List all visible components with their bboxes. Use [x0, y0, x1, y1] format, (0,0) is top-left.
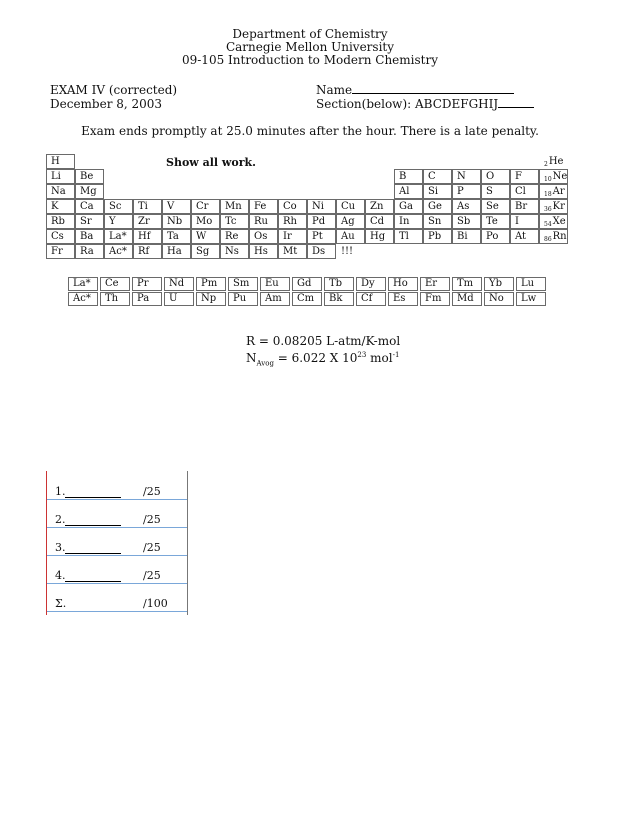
element-symbol: Mo [196, 216, 213, 227]
element-cell [278, 244, 307, 259]
avogadro-symbol: N [246, 351, 257, 365]
question-number: 2. [55, 513, 66, 526]
atomic-number: 54 [544, 221, 552, 228]
element-symbol: Ds [312, 246, 326, 257]
element-symbol: Rn [552, 231, 567, 242]
element-cell [133, 229, 162, 244]
max-score: /25 [143, 541, 161, 554]
element-symbol: V [167, 201, 175, 212]
element-cell [336, 244, 365, 259]
element-cell [75, 184, 104, 199]
atomic-number: 10 [544, 176, 552, 183]
element-symbol: La* [109, 231, 127, 242]
element-cell [336, 229, 365, 244]
element-symbol: Mg [80, 186, 97, 197]
lanthanide-cell: Pm [196, 277, 226, 291]
element-symbol: Hs [254, 246, 268, 257]
element-cell [452, 169, 481, 184]
element-cell [539, 154, 568, 169]
actinide-cell: Es [388, 292, 418, 306]
max-score: /25 [143, 485, 161, 498]
element-cell [278, 199, 307, 214]
element-cell [104, 244, 133, 259]
element-cell [249, 229, 278, 244]
element-symbol: Sn [428, 216, 442, 227]
element-cell [249, 244, 278, 259]
element-symbol: Bi [457, 231, 468, 242]
element-symbol: Cr [196, 201, 209, 212]
element-symbol: Xe [552, 216, 566, 227]
question-number: 3. [55, 541, 66, 554]
element-cell [481, 199, 510, 214]
element-cell [162, 199, 191, 214]
lanthanide-cell: Nd [164, 277, 194, 291]
element-symbol: Ca [80, 201, 94, 212]
lanthanide-cell: Eu [260, 277, 290, 291]
name-label: Name [316, 83, 353, 97]
element-symbol: Nb [167, 216, 183, 227]
actinide-cell: Np [196, 292, 226, 306]
element-cell [220, 214, 249, 229]
element-symbol: Y [109, 216, 116, 227]
element-symbol: F [515, 171, 522, 182]
actinide-cell: Lw [516, 292, 546, 306]
element-symbol: Sb [457, 216, 471, 227]
element-symbol: I [515, 216, 519, 227]
time-instruction: Exam ends promptly at 25.0 minutes after the hour. There is a late penalty. [81, 124, 539, 138]
element-cell [46, 199, 75, 214]
element-cell [539, 199, 568, 214]
course-heading: 09-105 Introduction to Modern Chemistry [181, 53, 438, 67]
actinide-cell: Bk [324, 292, 354, 306]
element-cell [133, 244, 162, 259]
element-cell [510, 199, 539, 214]
score-row [47, 527, 187, 556]
element-cell [481, 169, 510, 184]
element-symbol: H [51, 156, 60, 167]
element-cell [104, 229, 133, 244]
element-cell [162, 214, 191, 229]
element-symbol: Os [254, 231, 268, 242]
avogadro-unit: mol [366, 351, 393, 365]
element-cell [249, 199, 278, 214]
element-cell [394, 169, 423, 184]
lanthanide-cell: Tb [324, 277, 354, 291]
element-symbol: Pd [312, 216, 326, 227]
element-cell [510, 184, 539, 199]
name-field[interactable] [316, 84, 514, 97]
element-cell [278, 214, 307, 229]
element-symbol: Re [225, 231, 239, 242]
element-cell [539, 214, 568, 229]
lanthanide-cell: Sm [228, 277, 258, 291]
element-cell [191, 244, 220, 259]
actinide-cell: Pa [132, 292, 162, 306]
lanthanide-cell: Ho [388, 277, 418, 291]
element-symbol: Ni [312, 201, 324, 212]
element-symbol: Ar [552, 186, 565, 197]
element-cell [452, 214, 481, 229]
element-symbol: Cl [515, 186, 526, 197]
element-cell [220, 229, 249, 244]
element-symbol: Pt [312, 231, 323, 242]
element-symbol: Tc [225, 216, 237, 227]
actinide-cell: Cm [292, 292, 322, 306]
lanthanide-cell: Tm [452, 277, 482, 291]
max-score: /25 [143, 513, 161, 526]
avogadro-unit-exponent: -1 [392, 351, 400, 359]
element-symbol: Na [51, 186, 66, 197]
element-symbol: Li [51, 171, 61, 182]
element-cell [220, 244, 249, 259]
element-cell [452, 184, 481, 199]
lanthanide-cell: Ce [100, 277, 130, 291]
element-symbol: Fr [51, 246, 63, 257]
element-symbol: Co [283, 201, 297, 212]
actinide-cell: Am [260, 292, 290, 306]
score-row [47, 499, 187, 528]
element-symbol: Ha [167, 246, 182, 257]
element-cell [191, 199, 220, 214]
element-symbol: Cs [51, 231, 64, 242]
element-symbol: Sr [80, 216, 92, 227]
element-symbol: Ir [283, 231, 292, 242]
element-cell [365, 229, 394, 244]
element-cell [510, 229, 539, 244]
actinide-cell: No [484, 292, 514, 306]
max-score: /100 [143, 597, 168, 610]
actinide-cell: Fm [420, 292, 450, 306]
element-cell [191, 229, 220, 244]
element-cell [481, 214, 510, 229]
actinide-cell: Cf [356, 292, 386, 306]
element-cell [75, 169, 104, 184]
actinide-cell: U [164, 292, 194, 306]
element-cell [336, 214, 365, 229]
element-symbol: Mn [225, 201, 242, 212]
element-symbol: Ti [138, 201, 148, 212]
element-cell [423, 214, 452, 229]
element-symbol: Rh [283, 216, 297, 227]
element-cell [307, 229, 336, 244]
element-cell [481, 184, 510, 199]
element-cell [104, 199, 133, 214]
element-cell [75, 244, 104, 259]
element-symbol: Br [515, 201, 528, 212]
lanthanide-cell: Dy [356, 277, 386, 291]
element-cell [162, 244, 191, 259]
question-number: 4. [55, 569, 66, 582]
element-symbol: Be [80, 171, 94, 182]
element-symbol: N [457, 171, 466, 182]
question-number: 1. [55, 485, 66, 498]
avogadro-exponent: 23 [357, 351, 367, 359]
score-blank[interactable] [65, 581, 121, 582]
element-cell [394, 229, 423, 244]
element-symbol: Cd [370, 216, 385, 227]
element-cell [307, 199, 336, 214]
element-cell [220, 199, 249, 214]
score-row [47, 583, 187, 612]
lanthanide-cell: Yb [484, 277, 514, 291]
show-work-note: Show all work. [166, 156, 256, 169]
element-cell [133, 214, 162, 229]
actinide-cell: Th [100, 292, 130, 306]
element-symbol: Kr [552, 201, 565, 212]
element-cell [423, 229, 452, 244]
element-symbol: Zr [138, 216, 150, 227]
question-number: Σ. [55, 597, 67, 610]
element-cell [365, 199, 394, 214]
element-symbol: Ns [225, 246, 239, 257]
avogadro-constant [246, 349, 399, 370]
element-cell [75, 199, 104, 214]
element-cell [336, 199, 365, 214]
atomic-number: 86 [544, 236, 552, 243]
element-cell [46, 214, 75, 229]
score-blank[interactable] [65, 497, 121, 498]
element-cell [452, 199, 481, 214]
element-cell [423, 199, 452, 214]
element-symbol: Au [341, 231, 355, 242]
element-symbol: Hg [370, 231, 386, 242]
element-symbol: Zn [370, 201, 384, 212]
avogadro-subscript: Avog [256, 359, 274, 368]
max-score: /25 [143, 569, 161, 582]
element-cell [394, 184, 423, 199]
exam-date: December 8, 2003 [50, 97, 163, 111]
element-symbol: Fe [254, 201, 267, 212]
element-cell [539, 169, 568, 184]
section-field[interactable] [316, 98, 534, 111]
element-symbol: Hf [138, 231, 151, 242]
element-symbol: At [515, 231, 527, 242]
element-symbol: Ta [167, 231, 179, 242]
exam-title: EXAM IV (corrected) [50, 83, 178, 97]
atomic-number: 36 [544, 206, 552, 213]
actinide-cell: Ac* [68, 292, 98, 306]
element-symbol: P [457, 186, 464, 197]
avogadro-value: = 6.022 X 10 [273, 351, 358, 365]
element-cell [46, 169, 75, 184]
score-blank[interactable] [65, 553, 121, 554]
element-cell [510, 214, 539, 229]
gas-constant: R = 0.08205 L-atm/K-mol [246, 334, 401, 348]
element-cell [510, 169, 539, 184]
element-symbol: Sc [109, 201, 122, 212]
element-symbol: Al [399, 186, 410, 197]
element-cell [423, 184, 452, 199]
element-cell [307, 244, 336, 259]
element-symbol: W [196, 231, 207, 242]
element-cell [307, 214, 336, 229]
element-symbol: !!! [341, 246, 354, 257]
element-symbol: Ru [254, 216, 268, 227]
element-symbol: Ga [399, 201, 413, 212]
lanthanide-cell: La* [68, 277, 98, 291]
element-symbol: Ba [80, 231, 94, 242]
lanthanide-cell: Lu [516, 277, 546, 291]
element-cell [394, 199, 423, 214]
element-cell [46, 229, 75, 244]
element-symbol: S [486, 186, 493, 197]
element-cell [278, 229, 307, 244]
element-cell [133, 199, 162, 214]
element-symbol: Cu [341, 201, 356, 212]
university-heading: Carnegie Mellon University [225, 40, 395, 54]
element-symbol: Se [486, 201, 499, 212]
element-cell [75, 229, 104, 244]
score-blank[interactable] [65, 525, 121, 526]
atomic-number: 2 [544, 161, 548, 168]
element-cell [249, 214, 278, 229]
actinide-cell: Pu [228, 292, 258, 306]
element-symbol: Tl [399, 231, 409, 242]
element-cell [46, 184, 75, 199]
score-table [46, 471, 188, 615]
element-cell [452, 229, 481, 244]
atomic-number: 18 [544, 191, 552, 198]
actinide-cell: Md [452, 292, 482, 306]
score-row [47, 471, 187, 500]
element-cell [423, 169, 452, 184]
element-symbol: Ra [80, 246, 94, 257]
element-symbol: Ac* [109, 246, 127, 257]
element-symbol: Po [486, 231, 499, 242]
score-row [47, 555, 187, 584]
element-cell [104, 214, 133, 229]
element-cell [539, 184, 568, 199]
lanthanide-cell: Gd [292, 277, 322, 291]
element-cell [394, 214, 423, 229]
element-symbol: In [399, 216, 410, 227]
element-symbol: K [51, 201, 59, 212]
element-cell [539, 229, 568, 244]
element-symbol: Ag [341, 216, 355, 227]
element-symbol: Rf [138, 246, 150, 257]
lanthanide-cell: Pr [132, 277, 162, 291]
element-cell [481, 229, 510, 244]
element-symbol: As [457, 201, 470, 212]
element-cell [46, 244, 75, 259]
element-cell [75, 214, 104, 229]
element-symbol: Ge [428, 201, 442, 212]
element-symbol: O [486, 171, 495, 182]
element-symbol: Sg [196, 246, 210, 257]
element-symbol: Si [428, 186, 439, 197]
element-cell [191, 214, 220, 229]
element-symbol: Pb [428, 231, 442, 242]
periodic-table [46, 154, 576, 262]
section-label: Section(below): ABCDEFGHIJ [316, 97, 499, 111]
element-symbol: He [548, 156, 564, 167]
element-symbol: C [428, 171, 436, 182]
element-symbol: Te [486, 216, 498, 227]
department-heading: Department of Chemistry [232, 27, 388, 41]
element-symbol: Rb [51, 216, 65, 227]
element-cell [162, 229, 191, 244]
element-symbol: Ne [552, 171, 568, 182]
element-cell [365, 214, 394, 229]
lanthanide-cell: Er [420, 277, 450, 291]
element-symbol: B [399, 171, 407, 182]
element-symbol: Mt [283, 246, 298, 257]
element-cell [46, 154, 75, 169]
